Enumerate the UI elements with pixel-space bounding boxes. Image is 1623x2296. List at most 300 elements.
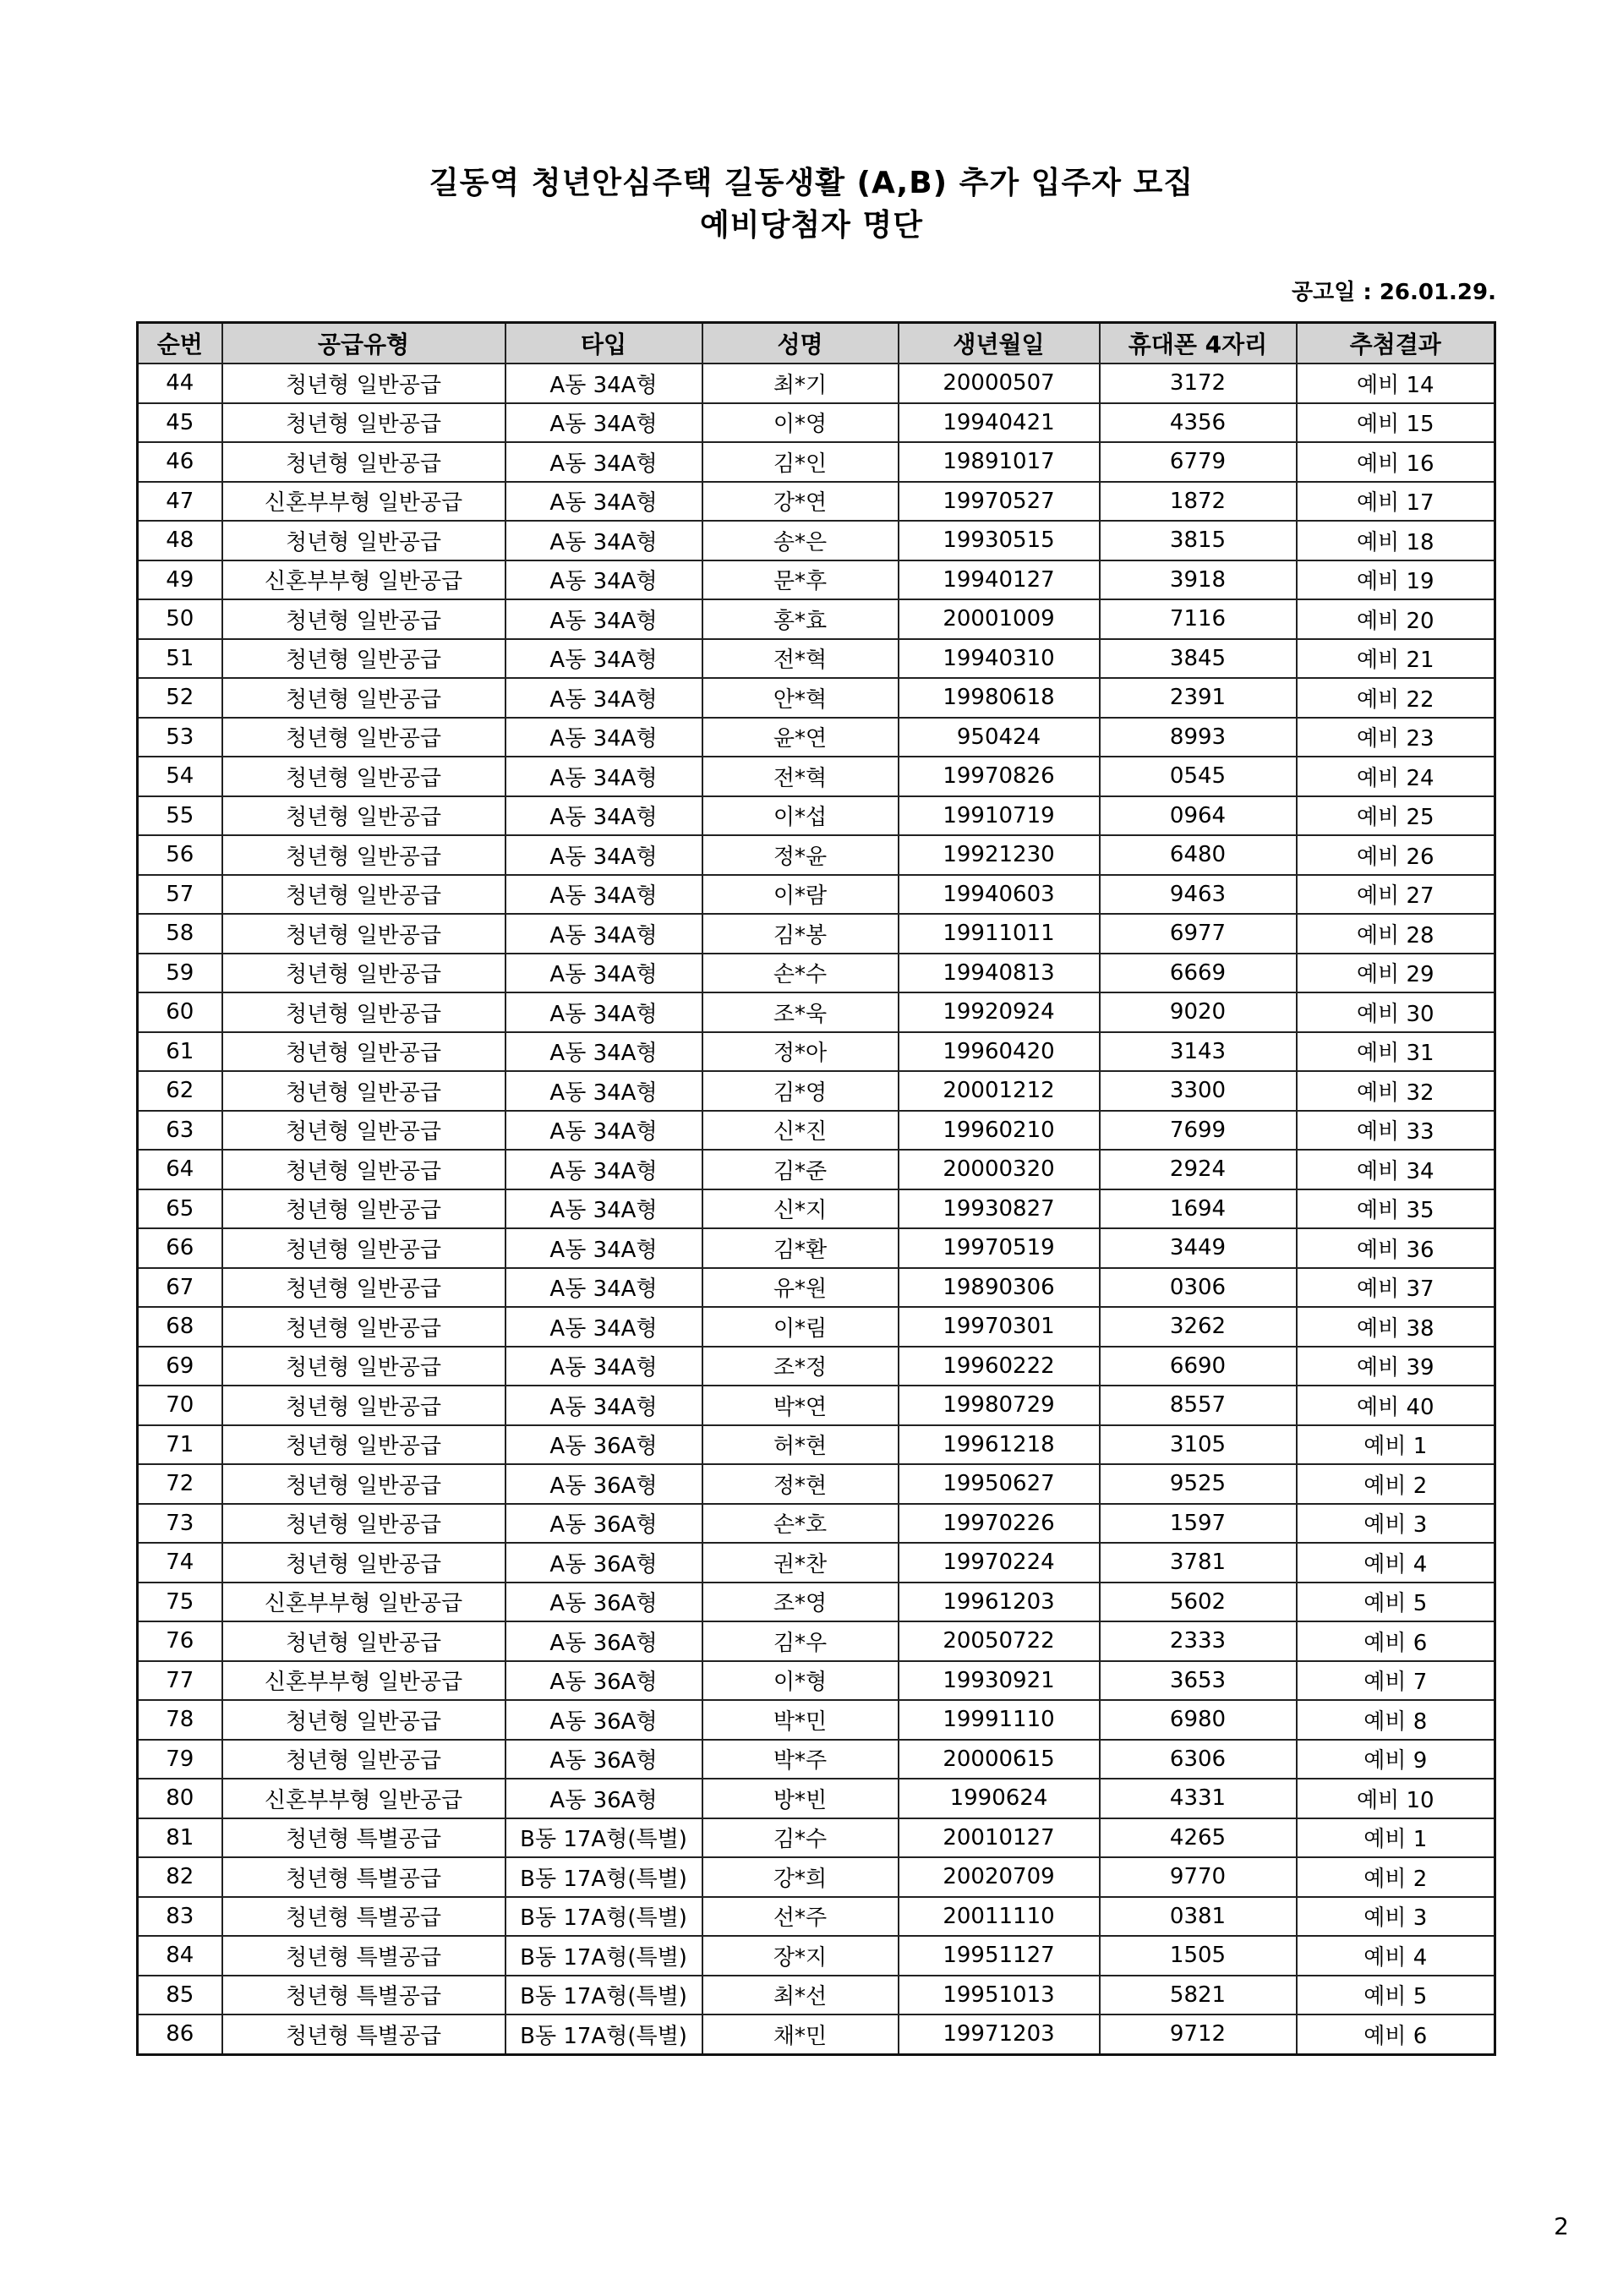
seq-cell: 56 [138,835,222,875]
unit-type-cell: B동 17A형(특별) [505,1936,702,1976]
title-line-2: 예비당첨자 명단 [700,208,923,243]
table-row [138,954,1495,993]
birthdate-cell: 19961218 [899,1425,1100,1465]
name-cell: 김*우 [702,1621,899,1661]
name-cell: 조*욱 [702,992,899,1032]
name-cell: 정*현 [702,1464,899,1504]
unit-type-cell: A동 36A형 [505,1425,702,1465]
name-cell: 윤*연 [702,718,899,757]
supply-type-cell: 청년형 일반공급 [222,599,505,639]
birthdate-cell: 19930515 [899,521,1100,560]
supply-type-cell: 청년형 특별공급 [222,1976,505,2015]
name-cell: 박*주 [702,1740,899,1779]
supply-type-cell: 청년형 일반공급 [222,403,505,443]
table-row [138,992,1495,1032]
header-draw-result: 추첨결과 [1297,323,1495,364]
table-row [138,482,1495,522]
birthdate-cell: 19940310 [899,639,1100,679]
table-row [138,1897,1495,1937]
draw-result-cell: 예비 14 [1297,364,1495,403]
seq-cell: 52 [138,678,222,718]
table-row [138,599,1495,639]
birthdate-cell: 19970224 [899,1543,1100,1583]
phone-last4-cell: 3449 [1100,1228,1297,1268]
draw-result-cell: 예비 38 [1297,1307,1495,1347]
seq-cell: 72 [138,1464,222,1504]
name-cell: 강*희 [702,1857,899,1897]
name-cell: 이*형 [702,1661,899,1701]
seq-cell: 49 [138,560,222,600]
unit-type-cell: A동 36A형 [505,1583,702,1622]
phone-last4-cell: 1872 [1100,482,1297,522]
name-cell: 김*인 [702,442,899,482]
birthdate-cell: 19890306 [899,1268,1100,1308]
phone-last4-cell: 9770 [1100,1857,1297,1897]
supply-type-cell: 청년형 일반공급 [222,639,505,679]
unit-type-cell: A동 34A형 [505,1228,702,1268]
table-header-row [138,323,1495,364]
name-cell: 이*섭 [702,796,899,836]
phone-last4-cell: 2333 [1100,1621,1297,1661]
birthdate-cell: 19930921 [899,1661,1100,1701]
supply-type-cell: 신혼부부형 일반공급 [222,482,505,522]
unit-type-cell: A동 34A형 [505,678,702,718]
birthdate-cell: 19940421 [899,403,1100,443]
draw-result-cell: 예비 8 [1297,1700,1495,1740]
birthdate-cell: 19970826 [899,757,1100,796]
unit-type-cell: A동 36A형 [505,1740,702,1779]
supply-type-cell: 청년형 특별공급 [222,2014,505,2054]
unit-type-cell: A동 34A형 [505,992,702,1032]
document-title [0,162,1623,247]
supply-type-cell: 청년형 일반공급 [222,1700,505,1740]
phone-last4-cell: 1597 [1100,1504,1297,1544]
supply-type-cell: 청년형 일반공급 [222,1543,505,1583]
draw-result-cell: 예비 24 [1297,757,1495,796]
table-row [138,914,1495,954]
seq-cell: 74 [138,1543,222,1583]
table-row [138,796,1495,836]
header-supply-type: 공급유형 [222,323,505,364]
phone-last4-cell: 2391 [1100,678,1297,718]
draw-result-cell: 예비 36 [1297,1228,1495,1268]
name-cell: 강*연 [702,482,899,522]
unit-type-cell: A동 36A형 [505,1779,702,1818]
unit-type-cell: A동 34A형 [505,599,702,639]
table-row [138,1386,1495,1425]
unit-type-cell: A동 34A형 [505,1347,702,1386]
name-cell: 권*찬 [702,1543,899,1583]
unit-type-cell: A동 34A형 [505,796,702,836]
phone-last4-cell: 9525 [1100,1464,1297,1504]
birthdate-cell: 19951013 [899,1976,1100,2015]
phone-last4-cell: 2924 [1100,1150,1297,1189]
unit-type-cell: A동 34A형 [505,442,702,482]
birthdate-cell: 19910719 [899,796,1100,836]
seq-cell: 80 [138,1779,222,1818]
draw-result-cell: 예비 4 [1297,1543,1495,1583]
unit-type-cell: A동 34A형 [505,835,702,875]
table-row [138,1111,1495,1151]
supply-type-cell: 신혼부부형 일반공급 [222,560,505,600]
birthdate-cell: 19970301 [899,1307,1100,1347]
unit-type-cell: A동 34A형 [505,403,702,443]
draw-result-cell: 예비 1 [1297,1425,1495,1465]
phone-last4-cell: 9712 [1100,2014,1297,2054]
seq-cell: 54 [138,757,222,796]
name-cell: 신*진 [702,1111,899,1151]
supply-type-cell: 청년형 일반공급 [222,1464,505,1504]
birthdate-cell: 20000615 [899,1740,1100,1779]
unit-type-cell: B동 17A형(특별) [505,1976,702,2015]
name-cell: 정*아 [702,1032,899,1072]
supply-type-cell: 청년형 일반공급 [222,914,505,954]
phone-last4-cell: 3300 [1100,1071,1297,1111]
draw-result-cell: 예비 20 [1297,599,1495,639]
supply-type-cell: 청년형 일반공급 [222,1032,505,1072]
name-cell: 김*준 [702,1150,899,1189]
phone-last4-cell: 8557 [1100,1386,1297,1425]
draw-result-cell: 예비 10 [1297,1779,1495,1818]
unit-type-cell: A동 34A형 [505,639,702,679]
table-row [138,1032,1495,1072]
birthdate-cell: 19970527 [899,482,1100,522]
supply-type-cell: 청년형 일반공급 [222,1268,505,1308]
unit-type-cell: B동 17A형(특별) [505,1897,702,1937]
table-row [138,639,1495,679]
table-row [138,1543,1495,1583]
phone-last4-cell: 6669 [1100,954,1297,993]
unit-type-cell: A동 36A형 [505,1543,702,1583]
table-row [138,364,1495,403]
supply-type-cell: 청년형 일반공급 [222,796,505,836]
name-cell: 박*민 [702,1700,899,1740]
supply-type-cell: 청년형 일반공급 [222,1189,505,1229]
birthdate-cell: 19991110 [899,1700,1100,1740]
supply-type-cell: 청년형 일반공급 [222,718,505,757]
supply-type-cell: 청년형 일반공급 [222,521,505,560]
supply-type-cell: 신혼부부형 일반공급 [222,1779,505,1818]
phone-last4-cell: 6690 [1100,1347,1297,1386]
birthdate-cell: 20020709 [899,1857,1100,1897]
table-row [138,1661,1495,1701]
table-row [138,757,1495,796]
unit-type-cell: A동 34A형 [505,1386,702,1425]
phone-last4-cell: 3653 [1100,1661,1297,1701]
table-row [138,1936,1495,1976]
name-cell: 김*수 [702,1818,899,1858]
seq-cell: 75 [138,1583,222,1622]
unit-type-cell: A동 36A형 [505,1661,702,1701]
seq-cell: 50 [138,599,222,639]
page-number: 2 [1554,2212,1569,2240]
supply-type-cell: 신혼부부형 일반공급 [222,1583,505,1622]
birthdate-cell: 19940127 [899,560,1100,600]
header-unit-type: 타입 [505,323,702,364]
unit-type-cell: A동 34A형 [505,1189,702,1229]
birthdate-cell: 19960210 [899,1111,1100,1151]
seq-cell: 67 [138,1268,222,1308]
table-row [138,1976,1495,2015]
name-cell: 조*영 [702,1583,899,1622]
unit-type-cell: A동 34A형 [505,757,702,796]
birthdate-cell: 1990624 [899,1779,1100,1818]
draw-result-cell: 예비 25 [1297,796,1495,836]
name-cell: 허*현 [702,1425,899,1465]
seq-cell: 69 [138,1347,222,1386]
birthdate-cell: 19980618 [899,678,1100,718]
draw-result-cell: 예비 16 [1297,442,1495,482]
supply-type-cell: 청년형 특별공급 [222,1818,505,1858]
phone-last4-cell: 1505 [1100,1936,1297,1976]
birthdate-cell: 20001212 [899,1071,1100,1111]
supply-type-cell: 청년형 일반공급 [222,678,505,718]
phone-last4-cell: 1694 [1100,1189,1297,1229]
supply-type-cell: 청년형 일반공급 [222,442,505,482]
seq-cell: 63 [138,1111,222,1151]
table-row [138,1464,1495,1504]
table-row [138,1504,1495,1544]
draw-result-cell: 예비 3 [1297,1504,1495,1544]
seq-cell: 64 [138,1150,222,1189]
supply-type-cell: 청년형 일반공급 [222,1307,505,1347]
birthdate-cell: 19970226 [899,1504,1100,1544]
birthdate-cell: 19970519 [899,1228,1100,1268]
name-cell: 박*연 [702,1386,899,1425]
birthdate-cell: 19891017 [899,442,1100,482]
name-cell: 조*정 [702,1347,899,1386]
seq-cell: 45 [138,403,222,443]
birthdate-cell: 19911011 [899,914,1100,954]
header-name: 성명 [702,323,899,364]
name-cell: 손*호 [702,1504,899,1544]
name-cell: 이*림 [702,1307,899,1347]
phone-last4-cell: 3262 [1100,1307,1297,1347]
draw-result-cell: 예비 18 [1297,521,1495,560]
phone-last4-cell: 0306 [1100,1268,1297,1308]
table-row [138,1150,1495,1189]
seq-cell: 84 [138,1936,222,1976]
birthdate-cell: 19950627 [899,1464,1100,1504]
phone-last4-cell: 0381 [1100,1897,1297,1937]
name-cell: 전*혁 [702,757,899,796]
name-cell: 김*봉 [702,914,899,954]
unit-type-cell: A동 34A형 [505,718,702,757]
seq-cell: 86 [138,2014,222,2054]
birthdate-cell: 19980729 [899,1386,1100,1425]
supply-type-cell: 청년형 일반공급 [222,1425,505,1465]
table-row [138,1228,1495,1268]
phone-last4-cell: 4331 [1100,1779,1297,1818]
table-row [138,1307,1495,1347]
draw-result-cell: 예비 35 [1297,1189,1495,1229]
name-cell: 채*민 [702,2014,899,2054]
phone-last4-cell: 3845 [1100,639,1297,679]
supply-type-cell: 청년형 일반공급 [222,1347,505,1386]
header-phone-last4: 휴대폰 4자리 [1100,323,1297,364]
draw-result-cell: 예비 31 [1297,1032,1495,1072]
phone-last4-cell: 3815 [1100,521,1297,560]
draw-result-cell: 예비 39 [1297,1347,1495,1386]
name-cell: 정*윤 [702,835,899,875]
seq-cell: 70 [138,1386,222,1425]
phone-last4-cell: 9020 [1100,992,1297,1032]
draw-result-cell: 예비 1 [1297,1818,1495,1858]
unit-type-cell: A동 34A형 [505,914,702,954]
header-birthdate: 생년월일 [899,323,1100,364]
draw-result-cell: 예비 28 [1297,914,1495,954]
seq-cell: 47 [138,482,222,522]
phone-last4-cell: 3105 [1100,1425,1297,1465]
seq-cell: 65 [138,1189,222,1229]
name-cell: 김*영 [702,1071,899,1111]
supply-type-cell: 청년형 일반공급 [222,364,505,403]
table-row [138,1740,1495,1779]
draw-result-cell: 예비 2 [1297,1857,1495,1897]
seq-cell: 59 [138,954,222,993]
seq-cell: 76 [138,1621,222,1661]
birthdate-cell: 19960420 [899,1032,1100,1072]
supply-type-cell: 청년형 일반공급 [222,875,505,915]
table-row [138,403,1495,443]
notice-date: 공고일 : 26.01.29. [1291,280,1496,305]
draw-result-cell: 예비 9 [1297,1740,1495,1779]
unit-type-cell: B동 17A형(특별) [505,1818,702,1858]
name-cell: 선*주 [702,1897,899,1937]
name-cell: 전*혁 [702,639,899,679]
table-row [138,718,1495,757]
name-cell: 최*선 [702,1976,899,2015]
supply-type-cell: 신혼부부형 일반공급 [222,1661,505,1701]
supply-type-cell: 청년형 일반공급 [222,954,505,993]
title-line-1: 길동역 청년안심주택 길동생활 (A,B) 추가 입주자 모집 [429,166,1194,200]
draw-result-cell: 예비 6 [1297,1621,1495,1661]
seq-cell: 44 [138,364,222,403]
unit-type-cell: A동 36A형 [505,1504,702,1544]
table-row [138,560,1495,600]
name-cell: 홍*효 [702,599,899,639]
reserve-winner-table [136,321,1496,2056]
seq-cell: 57 [138,875,222,915]
supply-type-cell: 청년형 일반공급 [222,1740,505,1779]
table-row [138,442,1495,482]
draw-result-cell: 예비 22 [1297,678,1495,718]
table-row [138,1268,1495,1308]
phone-last4-cell: 7699 [1100,1111,1297,1151]
seq-cell: 79 [138,1740,222,1779]
phone-last4-cell: 9463 [1100,875,1297,915]
seq-cell: 61 [138,1032,222,1072]
phone-last4-cell: 0545 [1100,757,1297,796]
unit-type-cell: A동 36A형 [505,1700,702,1740]
birthdate-cell: 19920924 [899,992,1100,1032]
phone-last4-cell: 5821 [1100,1976,1297,2015]
unit-type-cell: B동 17A형(특별) [505,1857,702,1897]
seq-cell: 60 [138,992,222,1032]
supply-type-cell: 청년형 특별공급 [222,1936,505,1976]
supply-type-cell: 청년형 일반공급 [222,1071,505,1111]
table-row [138,1779,1495,1818]
unit-type-cell: B동 17A형(특별) [505,2014,702,2054]
supply-type-cell: 청년형 일반공급 [222,1621,505,1661]
supply-type-cell: 청년형 일반공급 [222,1386,505,1425]
table-row [138,1818,1495,1858]
draw-result-cell: 예비 29 [1297,954,1495,993]
unit-type-cell: A동 34A형 [505,1071,702,1111]
seq-cell: 53 [138,718,222,757]
name-cell: 김*환 [702,1228,899,1268]
seq-cell: 66 [138,1228,222,1268]
supply-type-cell: 청년형 일반공급 [222,1111,505,1151]
birthdate-cell: 950424 [899,718,1100,757]
phone-last4-cell: 6980 [1100,1700,1297,1740]
phone-last4-cell: 5602 [1100,1583,1297,1622]
name-cell: 안*혁 [702,678,899,718]
table-row [138,521,1495,560]
draw-result-cell: 예비 30 [1297,992,1495,1032]
seq-cell: 46 [138,442,222,482]
name-cell: 이*영 [702,403,899,443]
unit-type-cell: A동 34A형 [505,1032,702,1072]
unit-type-cell: A동 34A형 [505,1150,702,1189]
draw-result-cell: 예비 32 [1297,1071,1495,1111]
table-row [138,875,1495,915]
table-body [138,364,1495,2054]
table-row [138,835,1495,875]
seq-cell: 71 [138,1425,222,1465]
unit-type-cell: A동 34A형 [505,560,702,600]
supply-type-cell: 청년형 특별공급 [222,1857,505,1897]
birthdate-cell: 19921230 [899,835,1100,875]
unit-type-cell: A동 34A형 [505,954,702,993]
birthdate-cell: 19961203 [899,1583,1100,1622]
seq-cell: 58 [138,914,222,954]
draw-result-cell: 예비 37 [1297,1268,1495,1308]
birthdate-cell: 19951127 [899,1936,1100,1976]
unit-type-cell: A동 36A형 [505,1464,702,1504]
unit-type-cell: A동 34A형 [505,364,702,403]
draw-result-cell: 예비 5 [1297,1976,1495,2015]
phone-last4-cell: 4265 [1100,1818,1297,1858]
birthdate-cell: 20000320 [899,1150,1100,1189]
seq-cell: 48 [138,521,222,560]
name-cell: 손*수 [702,954,899,993]
supply-type-cell: 청년형 일반공급 [222,835,505,875]
table-row [138,1071,1495,1111]
phone-last4-cell: 4356 [1100,403,1297,443]
seq-cell: 85 [138,1976,222,2015]
phone-last4-cell: 0964 [1100,796,1297,836]
seq-cell: 82 [138,1857,222,1897]
draw-result-cell: 예비 19 [1297,560,1495,600]
seq-cell: 77 [138,1661,222,1701]
unit-type-cell: A동 36A형 [505,1621,702,1661]
phone-last4-cell: 7116 [1100,599,1297,639]
phone-last4-cell: 6779 [1100,442,1297,482]
draw-result-cell: 예비 27 [1297,875,1495,915]
seq-cell: 78 [138,1700,222,1740]
name-cell: 최*기 [702,364,899,403]
draw-result-cell: 예비 4 [1297,1936,1495,1976]
unit-type-cell: A동 34A형 [505,482,702,522]
birthdate-cell: 20050722 [899,1621,1100,1661]
birthdate-cell: 20011110 [899,1897,1100,1937]
table-row [138,1425,1495,1465]
supply-type-cell: 청년형 일반공급 [222,1228,505,1268]
phone-last4-cell: 3143 [1100,1032,1297,1072]
birthdate-cell: 19940813 [899,954,1100,993]
supply-type-cell: 청년형 일반공급 [222,1504,505,1544]
